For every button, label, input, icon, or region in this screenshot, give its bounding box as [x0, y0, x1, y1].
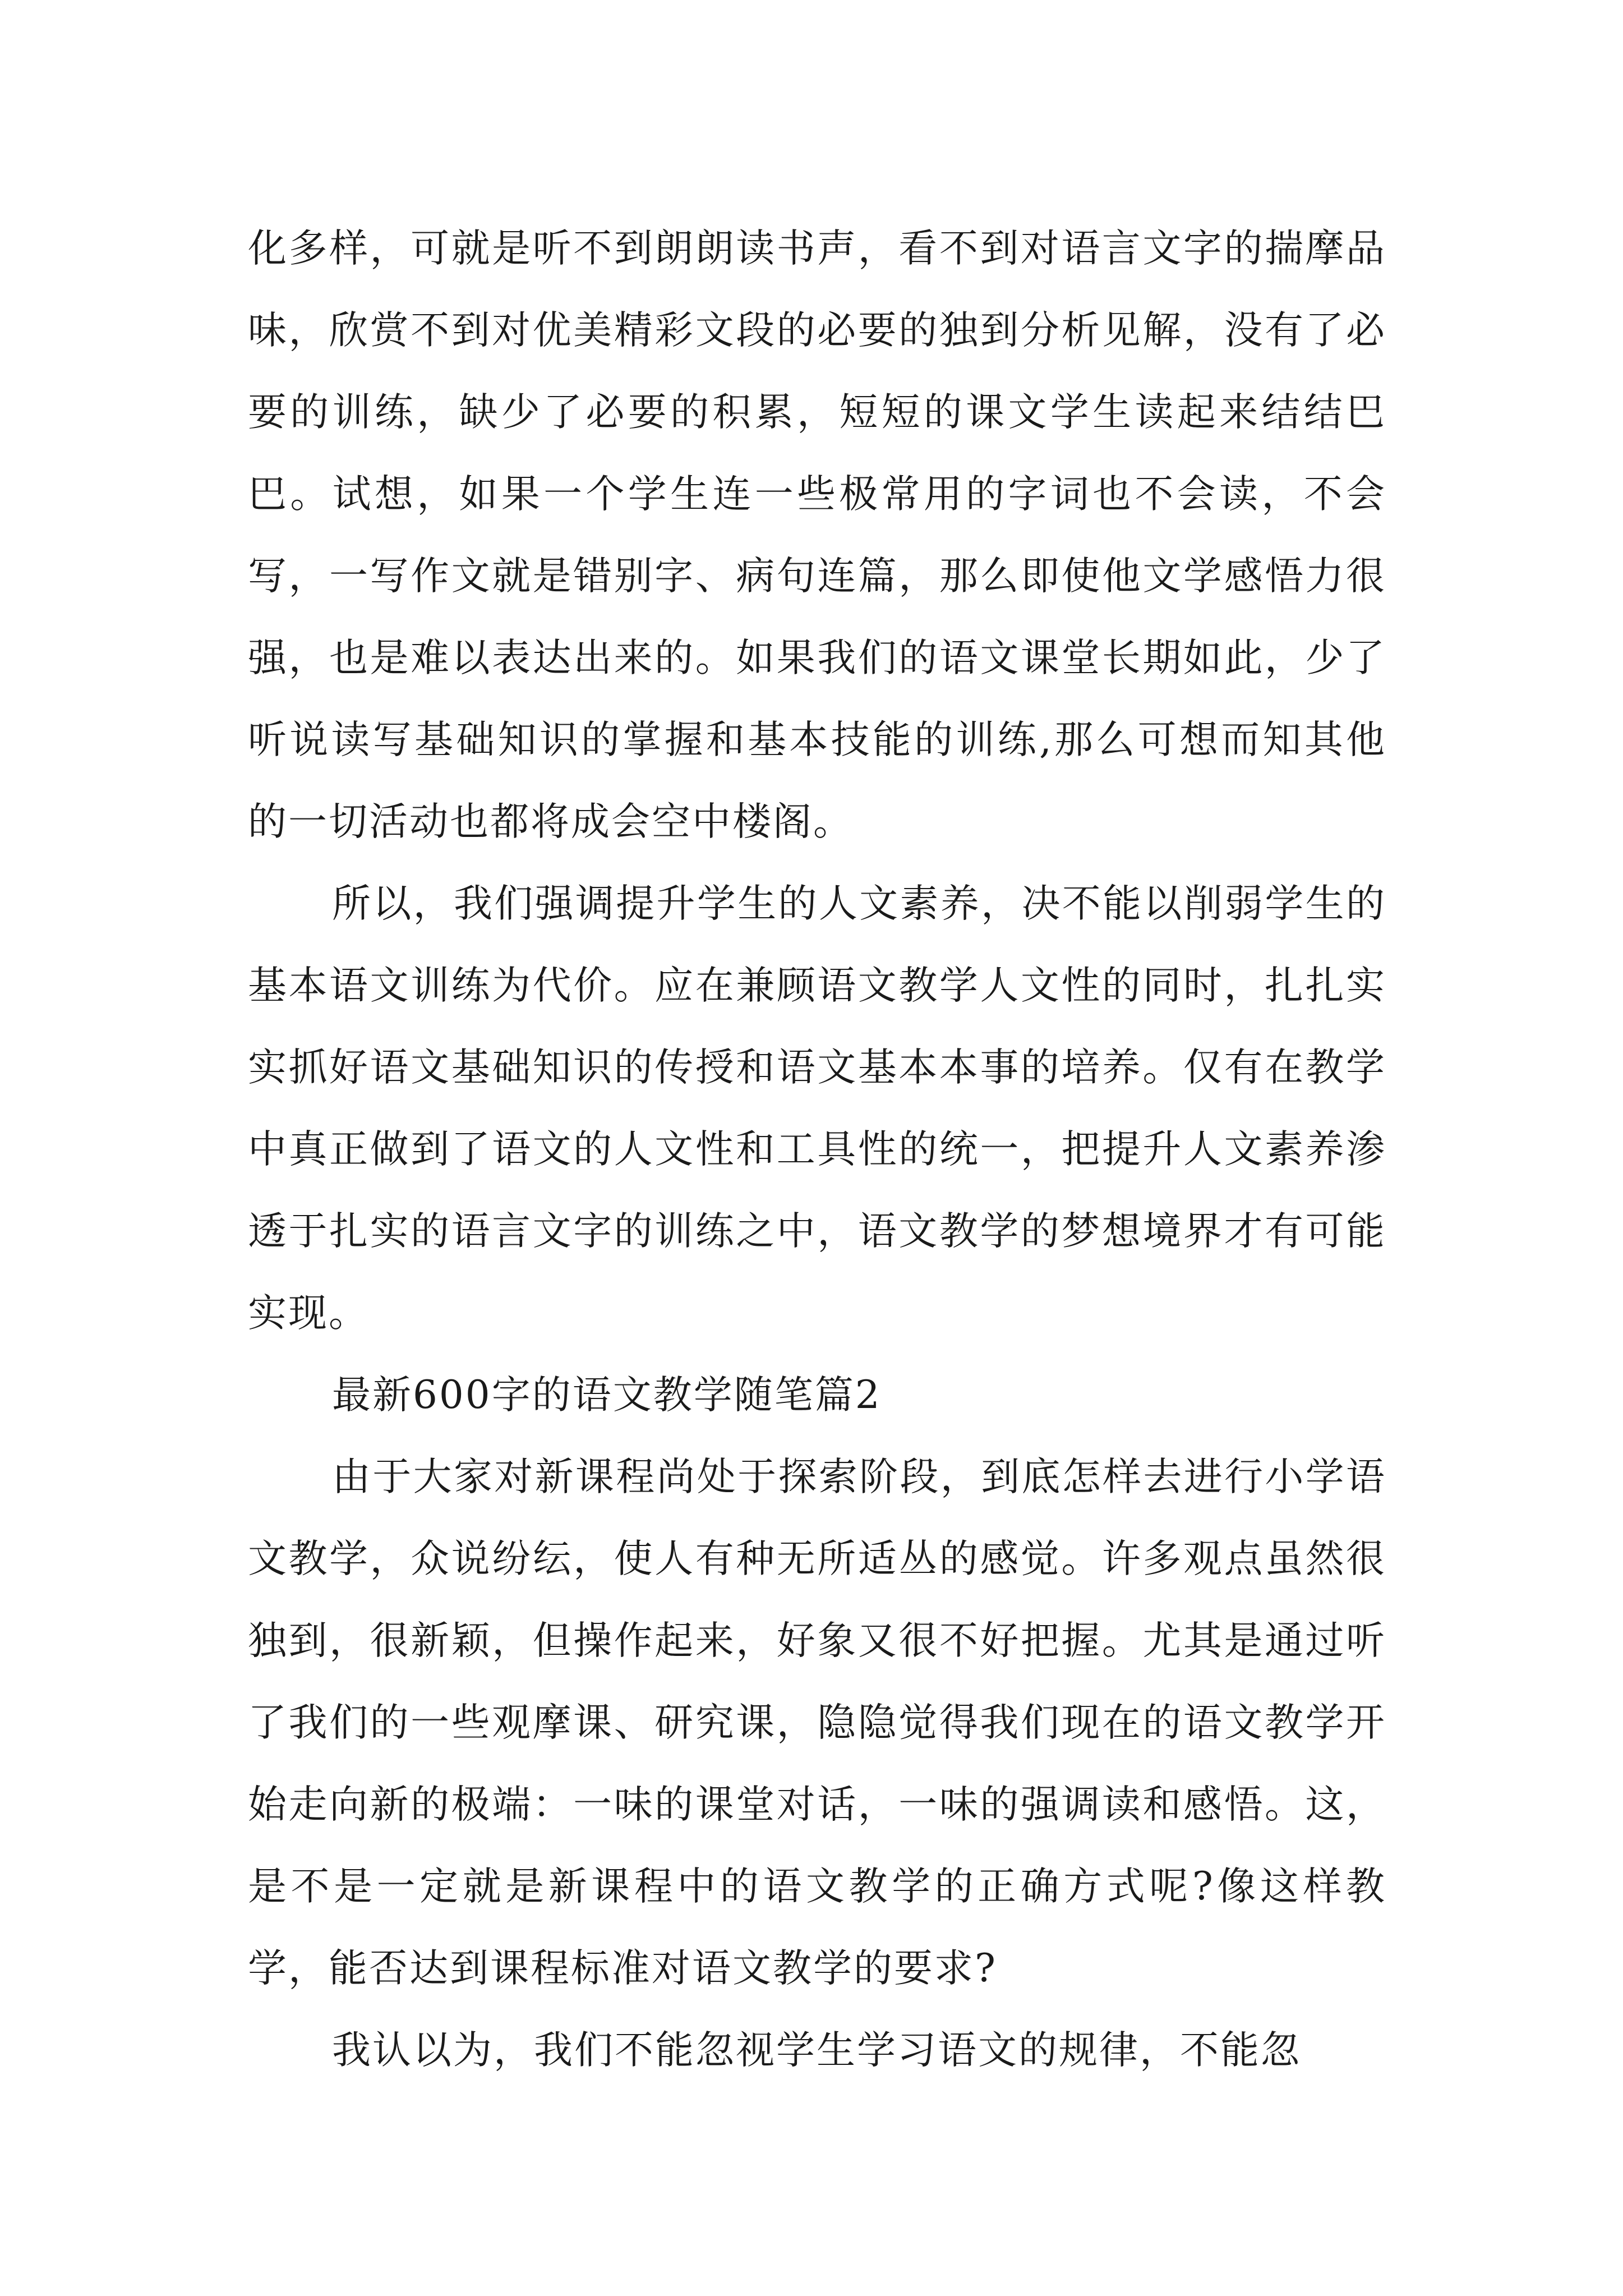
document-body [248, 208, 1386, 2091]
paragraph-conclusion: 所以，我们强调提升学生的人文素养，决不能以削弱学生的基本语文训练为代价。应在兼顾语文教学人文性的同时，扎扎实实抓好语文基础知识的传授和语文基本本事的培养。仅有在教学中真正做到了语文的人文性和工具性的统一，把提升人文素养渗透于扎实的语言文字的训练之中，语文教学的梦想境界才有可能实现。 [248, 881, 1386, 1336]
paragraph-continuation: 化多样，可就是听不到朗朗读书声，看不到对语言文字的揣摩品味，欣赏不到对优美精彩文段的必要的独到分析见解，没有了必要的训练，缺少了必要的积累，短短的课文学生读起来结结巴巴。试想，如果一个学生连一些极常用的字词也不会读，不会写，一写作文就是错别字、病句连篇，那么即使他文学感悟力很强，也是难以表达出来的。如果我们的语文课堂长期如此，少了听说读写基础知识的掌握和基本技能的训练,那么可想而知其他的一切活动也都将成会空中楼阁。 [248, 226, 1386, 844]
section-heading: 最新600字的语文教学随笔篇2 [332, 1373, 882, 1418]
paragraph-intro: 由于大家对新课程尚处于探索阶段，到底怎样去进行小学语文教学，众说纷纭，使人有种无所适丛的感觉。许多观点虽然很独到，很新颖，但操作起来，好象又很不好把握。尤其是通过听了我们的一些观摩课、研究课，隐隐觉得我们现在的语文教学开始走向新的极端：一味的课堂对话，一味的强调读和感悟。这，是不是一定就是新课程中的语文教学的正确方式呢?像这样教学，能否达到课程标准对语文教学的要求? [248, 1455, 1386, 1991]
paragraph-opinion: 我认以为，我们不能忽视学生学习语文的规律，不能忽 [332, 2028, 1301, 2073]
